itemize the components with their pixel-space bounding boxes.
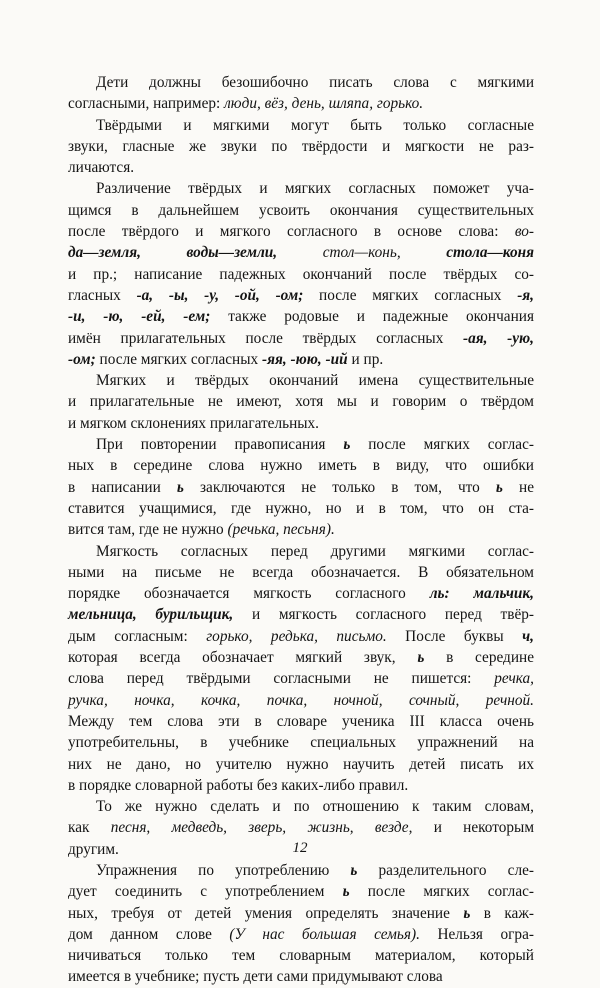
bold-italic-text: ль: мальчик,: [429, 585, 535, 603]
italic-text: речка,: [494, 670, 534, 688]
text-run: и мягком склонениях прилагательных.: [68, 414, 320, 432]
text-line: [68, 157, 534, 178]
text-run: и пр.: [347, 350, 384, 368]
bold-italic-text: -я,: [517, 286, 534, 304]
italic-text: горько, редька, письмо.: [206, 627, 387, 645]
text-run: Дети должны безошибочно писать слова с мягкими: [96, 74, 534, 91]
text-line: [68, 754, 534, 775]
paragraph: [68, 434, 534, 540]
text-run: после мягких соглас-: [349, 883, 534, 901]
text-run: в порядке словарной работы без каких-либо правил.: [68, 776, 409, 794]
text-run: заключаются не только в том, что: [183, 478, 496, 496]
text-run: ставится учащимися, где нужно, но и в том, что он ста-: [68, 499, 534, 517]
text-line: [68, 242, 534, 263]
text-line: [68, 328, 534, 349]
text-run: также родовые и падежные окончания: [210, 308, 534, 326]
text-line: [68, 264, 534, 285]
text-line: [68, 136, 534, 157]
text-run: ничиваться только тем словарным материалом, который: [68, 947, 534, 965]
text-run: и прилагательные не имеют, хотя мы и говорим о твёрдом: [68, 393, 534, 411]
text-line: [68, 115, 534, 136]
bold-italic-text: -ом;: [68, 350, 96, 368]
text-run: [277, 244, 323, 261]
text-run: гласных: [68, 286, 137, 304]
text-line: [68, 690, 534, 711]
italic-text: (речька, песьня).: [227, 521, 335, 539]
paragraph: [68, 370, 534, 434]
text-run: ных в середине слова нужно иметь в виду, что ошибки: [68, 457, 534, 475]
text-run: после мягких соглас-: [350, 436, 534, 454]
page-number: 12: [292, 840, 308, 856]
bold-italic-text: -а, -ы, -у, -ой, -ом;: [136, 286, 304, 304]
text-run: слова перед твёрдыми согласными не пишется:: [68, 670, 495, 688]
text-run: в каж-: [470, 904, 534, 922]
text-line: [68, 966, 534, 987]
bold-italic-text: -и, -ю, -ей, -ем;: [68, 308, 211, 326]
text-line: [68, 434, 534, 455]
text-line: [68, 541, 534, 562]
text-line: [68, 477, 534, 498]
text-line: [68, 583, 534, 604]
bold-italic-text: ь: [350, 861, 358, 879]
text-line: [68, 413, 534, 434]
italic-text: стол—конь,: [322, 244, 401, 262]
text-run: в середине: [424, 649, 534, 667]
bold-italic-text: ь: [495, 478, 503, 496]
text-line: [68, 711, 534, 732]
text-run: ных, требуя от детей умения определять значение: [68, 904, 464, 922]
text-run: после мягких согласных: [303, 286, 518, 304]
bold-italic-text: ь: [342, 883, 350, 901]
text-run: звуки, гласные же звуки по твёрдости и мягкости не раз-: [68, 137, 534, 155]
italic-text: (У нас большая семья).: [229, 925, 420, 943]
text-line: [68, 519, 534, 540]
italic-text: во-: [514, 223, 534, 241]
text-run: согласными, например:: [68, 95, 225, 113]
text-run: щимся в дальнейшем усвоить окончания существительных: [68, 201, 534, 219]
text-run: другим.: [68, 840, 119, 858]
text-line: [68, 860, 534, 881]
text-line: [68, 391, 534, 412]
text-run: дом данном слове: [68, 925, 230, 943]
text-run: в написании: [68, 478, 177, 496]
text-run: То же нужно сделать и по отношению к таким словам,: [96, 798, 534, 816]
text-line: [68, 221, 534, 242]
paragraph: [68, 541, 534, 797]
text-run: которая всегда обозначает мягкий звук,: [68, 649, 418, 667]
text-line: [68, 903, 534, 924]
bold-italic-text: ч,: [522, 627, 534, 645]
text-run: Между тем слова эти в словаре ученика III класса очень: [68, 712, 534, 730]
text-line: [68, 93, 534, 114]
bold-italic-text: стола—коня: [446, 244, 534, 262]
paragraph: [68, 860, 534, 988]
text-run: порядке обозначается мягкость согласного: [68, 585, 430, 603]
text-run: них не дано, но учителю нужно научить детей писать их: [68, 755, 534, 773]
text-line: [68, 72, 534, 93]
text-line: [68, 732, 534, 753]
text-run: [141, 244, 187, 261]
text-run: разделительного сле-: [357, 861, 534, 879]
text-line: [68, 285, 534, 306]
text-run: ными на письме не всегда обозначается. В обязательном: [68, 563, 534, 581]
text-line: [68, 562, 534, 583]
text-run: Различение твёрдых и мягких согласных поможет уча-: [96, 180, 534, 198]
bold-italic-text: -яя, -юю, -ий: [261, 350, 348, 368]
bold-italic-text: ь: [463, 904, 471, 922]
text-run: Нельзя огра-: [419, 925, 534, 943]
text-line: [68, 796, 534, 817]
text-run: имён прилагательных после твёрдых согласных: [68, 329, 464, 347]
text-run: Мягких и твёрдых окончаний имена существительные: [96, 372, 534, 390]
text-line: [68, 626, 534, 647]
text-run: употребительны, в учебнике специальных упражнений на: [68, 734, 534, 752]
text-line: [68, 924, 534, 945]
text-run: Упражнения по употреблению: [96, 861, 351, 879]
paragraph: [68, 178, 534, 370]
text-run: и мягкость согласного перед твёр-: [233, 606, 534, 624]
text-line: [68, 306, 534, 327]
text-run: и некоторым: [412, 819, 534, 837]
bold-italic-text: воды—земли,: [186, 244, 278, 262]
text-run: Твёрдыми и мягкими могут быть только согласные: [96, 116, 534, 134]
bold-italic-text: ь: [176, 478, 184, 496]
text-line: [68, 775, 534, 796]
text-line: [68, 178, 534, 199]
bold-italic-text: ь: [417, 649, 425, 667]
paragraph: [68, 115, 534, 179]
text-run: Мягкость согласных перед другими мягкими соглас-: [96, 542, 534, 560]
italic-text: песня, медведь, зверь, жизнь, везде,: [110, 819, 413, 837]
bold-italic-text: ь: [343, 436, 351, 454]
paragraph: [68, 72, 534, 115]
text-line: [68, 349, 534, 370]
text-line: [68, 498, 534, 519]
text-line: [68, 945, 534, 966]
text-line: [68, 200, 534, 221]
text-run: имеется в учебнике; пусть дети сами придумывают слова: [68, 968, 443, 986]
bold-italic-text: мельница, бурильщик,: [68, 606, 234, 624]
text-line: [68, 647, 534, 668]
text-run: после твёрдого и мягкого согласного в основе слова:: [68, 223, 515, 241]
text-run: не: [502, 478, 534, 496]
text-line: [68, 604, 534, 625]
text-run: дует соединить с употреблением: [68, 883, 343, 901]
text-run: личаются.: [68, 159, 135, 177]
text-run: как: [68, 819, 111, 837]
text-run: [401, 244, 447, 261]
text-run: После буквы: [386, 627, 523, 645]
text-run: дым согласным:: [68, 627, 207, 645]
text-line: [68, 668, 534, 689]
italic-text: люди, вёз, день, шляпа, горько.: [224, 95, 424, 113]
text-run: и пр.; написание падежных окончаний после твёрдых со-: [68, 265, 534, 283]
text-line: [68, 817, 534, 838]
bold-italic-text: -ая, -ую,: [463, 329, 534, 347]
text-run: вится там, где не нужно: [68, 521, 228, 539]
text-run: При повторении правописания: [96, 436, 344, 454]
text-line: [68, 455, 534, 476]
italic-text: ручка, ночка, кочка, почка, ночной, сочный, речной.: [68, 691, 534, 709]
bold-italic-text: да—земля,: [68, 244, 141, 262]
text-line: [68, 881, 534, 902]
text-run: после мягких согласных: [95, 350, 262, 368]
text-line: [68, 370, 534, 391]
